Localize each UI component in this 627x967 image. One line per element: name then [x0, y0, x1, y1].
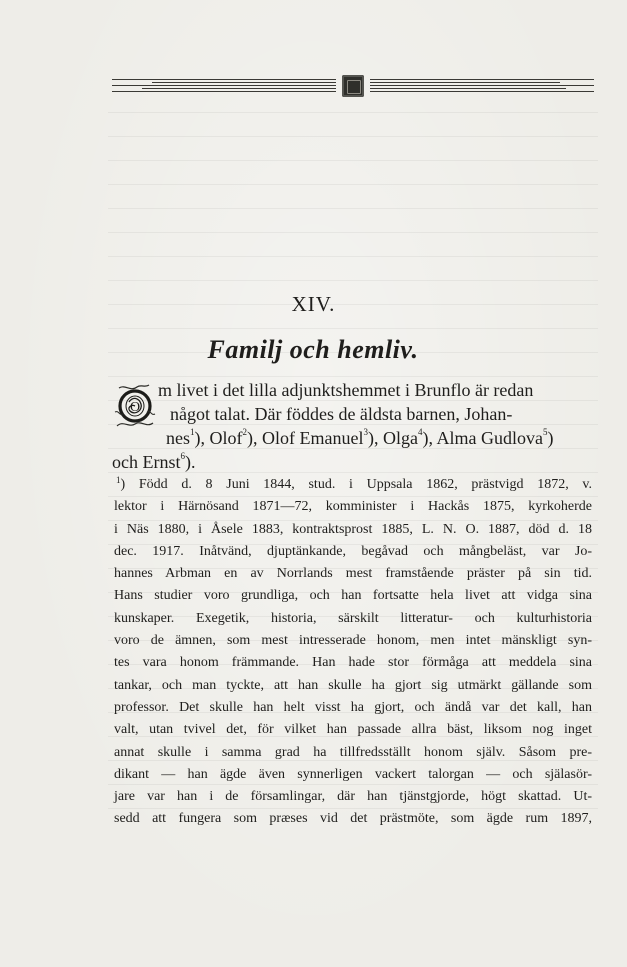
chapter-title: Familj och hemliv. [207, 335, 419, 364]
footnote-line: valt, utan tvivel det, för vilket han passade allra bäst, liksom nog inget [114, 722, 592, 738]
footnote-line: professor. Det skulle han helt visst ha gjort, och ändå var det kall, han [114, 699, 592, 715]
body-line: m livet i det lilla adjunktshemmet i Brunflo är redan [158, 380, 534, 400]
footnote-line: Hans studier voro grundliga, och han fortsatte hela livet att vidga sina [114, 588, 592, 604]
footnote-line: jare var han i de församlingar, där han tjänstgjorde, högt skattad. Ut- [114, 789, 592, 805]
footnote-line: sedd att fungera som præses vid det prästmöte, som ägde rum 1897, [114, 811, 592, 827]
header-ornament [112, 72, 594, 100]
chapter-number: XIV. [291, 292, 336, 316]
body-line: något talat. Där föddes de äldsta barnen, Johan- [170, 404, 513, 424]
footnote-ref: 6 [180, 451, 185, 461]
body-line: nes$^1$), Olof$^2$), Olof Emanuel$^3$), Olga$^4$), Alma Gudlova$^5$) [166, 427, 554, 448]
footnote-line: dikant — han ägde även synnerligen vackert talorgan — och själasör- [114, 766, 592, 782]
footnote-line: $^1$) Född d. 8 Juni 1844, stud. i Uppsala 1862, prästvigd 1872, v. [116, 475, 592, 492]
footnote-ref: 3 [363, 427, 368, 437]
footnote-ref: 5 [542, 427, 548, 437]
footnote-line: tes vara honom främmande. Han hade stor förmåga att meddela sina [114, 655, 592, 671]
footnote-line: lektor i Härnösand 1871—72, komminister i Hackås 1875, kyrkoherde [114, 499, 592, 515]
footnote-line: tankar, och man tyckte, att han skulle ha gjort sig utmärkt gällande som [114, 677, 592, 693]
body-line: och Ernst$^6$). [112, 451, 196, 472]
drop-cap-letter: O [129, 400, 141, 415]
footnote-line: i Näs 1880, i Åsele 1883, kontraktsprost 1885, L. N. O. 1887, död d. 18 [114, 521, 592, 537]
footnote-line: annat skulle i samma grad ha tillfredsställt honom själv. Såsom pre- [114, 744, 592, 760]
body-paragraph [114, 378, 592, 474]
footnote-line: voro de ämnen, som mest intresserade honom, men intet mänskligt syn- [114, 633, 592, 649]
footnote-block [114, 474, 592, 831]
footnote-line: kunskaper. Exegetik, historia, särskilt litteratur- och kulturhistoria [114, 610, 592, 626]
footnote-ref: 4 [417, 427, 423, 437]
footnote-ref: 1 [190, 427, 195, 437]
ornament-center-block [342, 75, 364, 97]
footnote-marker: 1 [116, 475, 121, 485]
footnote-ref: 2 [242, 427, 247, 437]
footnote-line: dec. 1917. Inåtvänd, djuptänkande, begåvad och mångbeläst, var Jo- [114, 543, 592, 559]
footnote-line: hannes Arbman en av Norrlands mest framstående präster på sin tid. [114, 566, 592, 582]
